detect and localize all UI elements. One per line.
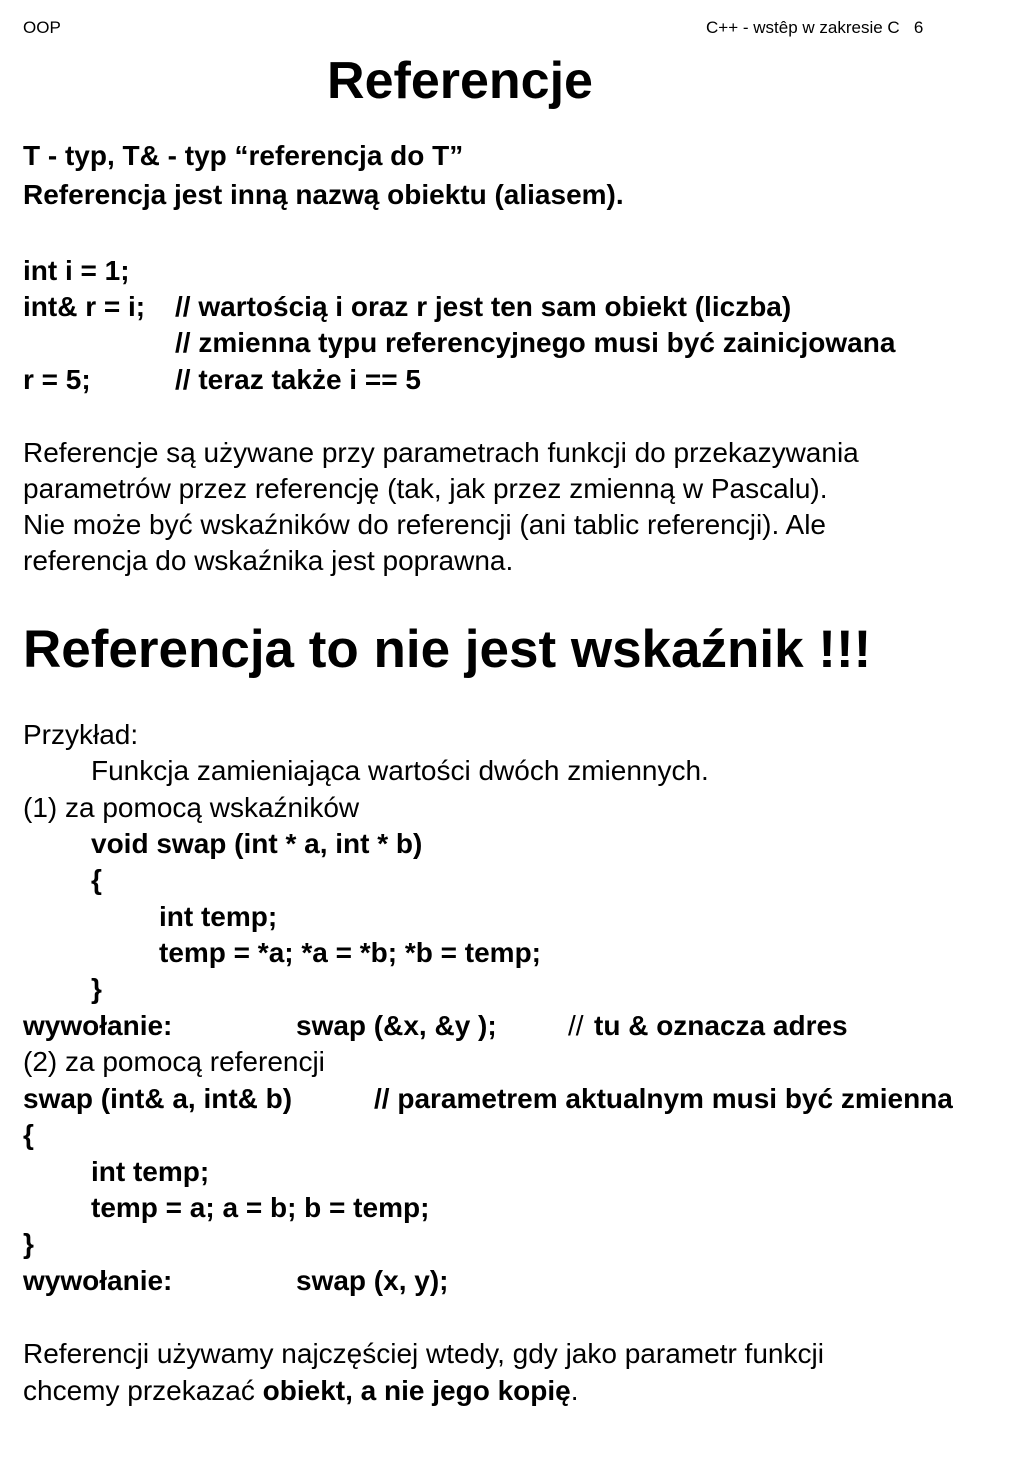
sig-2-comment: // parametrem aktualnym musi być zmienna bbox=[374, 1083, 953, 1114]
paragraph-line-3: Nie może być wskaźników do referencji (ani tablic referencji). Ale bbox=[23, 509, 826, 540]
example-case-2: (2) za pomocą referencji bbox=[23, 1046, 325, 1077]
code1-line-2: int& r = i; bbox=[23, 291, 146, 322]
code-b-line-2: int temp; bbox=[91, 1156, 210, 1187]
code-a-line-3: int temp; bbox=[159, 901, 278, 932]
code-a-line-2: { bbox=[91, 864, 102, 895]
header-right: C++ - wstêp w zakresie C 6 bbox=[706, 18, 924, 37]
paragraph-line-1: Referencje są używane przy parametrach funkcji do przekazywania bbox=[23, 437, 859, 468]
call-2-label: wywołanie: bbox=[23, 1265, 173, 1296]
paragraph-line-2: parametrów przez referencję (tak, jak przez zmienną w Pascalu). bbox=[23, 473, 828, 504]
code-b-line-3: temp = a; a = b; b = temp; bbox=[91, 1192, 430, 1223]
code1-comment-4: // teraz także i == 5 bbox=[175, 364, 421, 395]
code-a-line-5: } bbox=[91, 973, 102, 1004]
code-b-line-1: { bbox=[23, 1119, 34, 1150]
intro-line-1: T - typ, T& - typ “referencja do T” bbox=[23, 140, 464, 171]
closing-bold: obiekt, a nie jego kopię bbox=[262, 1375, 571, 1406]
call-2-code: swap (x, y); bbox=[296, 1265, 449, 1296]
big-heading: Referencja to nie jest wskaźnik !!! bbox=[23, 620, 872, 679]
closing-plain: chcemy przekazać bbox=[23, 1375, 263, 1406]
call-1-code: swap (&x, &y ); bbox=[296, 1010, 497, 1041]
code-a-line-1: void swap (int * a, int * b) bbox=[91, 828, 423, 859]
call-1-comment: tu & oznacza adres bbox=[594, 1010, 848, 1041]
example-label: Przykład: bbox=[23, 719, 139, 750]
header-left: OOP bbox=[23, 18, 61, 37]
intro-line-2: Referencja jest inną nazwą obiektu (aliasem). bbox=[23, 179, 624, 210]
page-title: Referencje bbox=[327, 52, 593, 110]
code1-comment-2: // wartością i oraz r jest ten sam obiekt (liczba) bbox=[175, 291, 792, 322]
code-a-line-4: temp = *a; *a = *b; *b = temp; bbox=[159, 937, 541, 968]
code-b-line-4: } bbox=[23, 1228, 34, 1259]
example-case-1: (1) za pomocą wskaźników bbox=[23, 792, 360, 823]
closing-end: . bbox=[570, 1375, 579, 1406]
paragraph-line-4: referencja do wskaźnika jest poprawna. bbox=[23, 545, 514, 576]
code1-line-1: int i = 1; bbox=[23, 255, 130, 286]
sig-2-code: swap (int& a, int& b) bbox=[23, 1083, 293, 1114]
call-1-comment-prefix: // bbox=[568, 1010, 584, 1041]
code1-line-4: r = 5; bbox=[23, 364, 91, 395]
example-desc: Funkcja zamieniająca wartości dwóch zmiennych. bbox=[91, 755, 709, 786]
code1-comment-3: // zmienna typu referencyjnego musi być zainicjowana bbox=[175, 327, 896, 358]
closing-line-1: Referencji używamy najczęściej wtedy, gdy jako parametr funkcji bbox=[23, 1338, 824, 1369]
call-1-label: wywołanie: bbox=[23, 1010, 173, 1041]
closing-line-2 bbox=[23, 1373, 579, 1409]
